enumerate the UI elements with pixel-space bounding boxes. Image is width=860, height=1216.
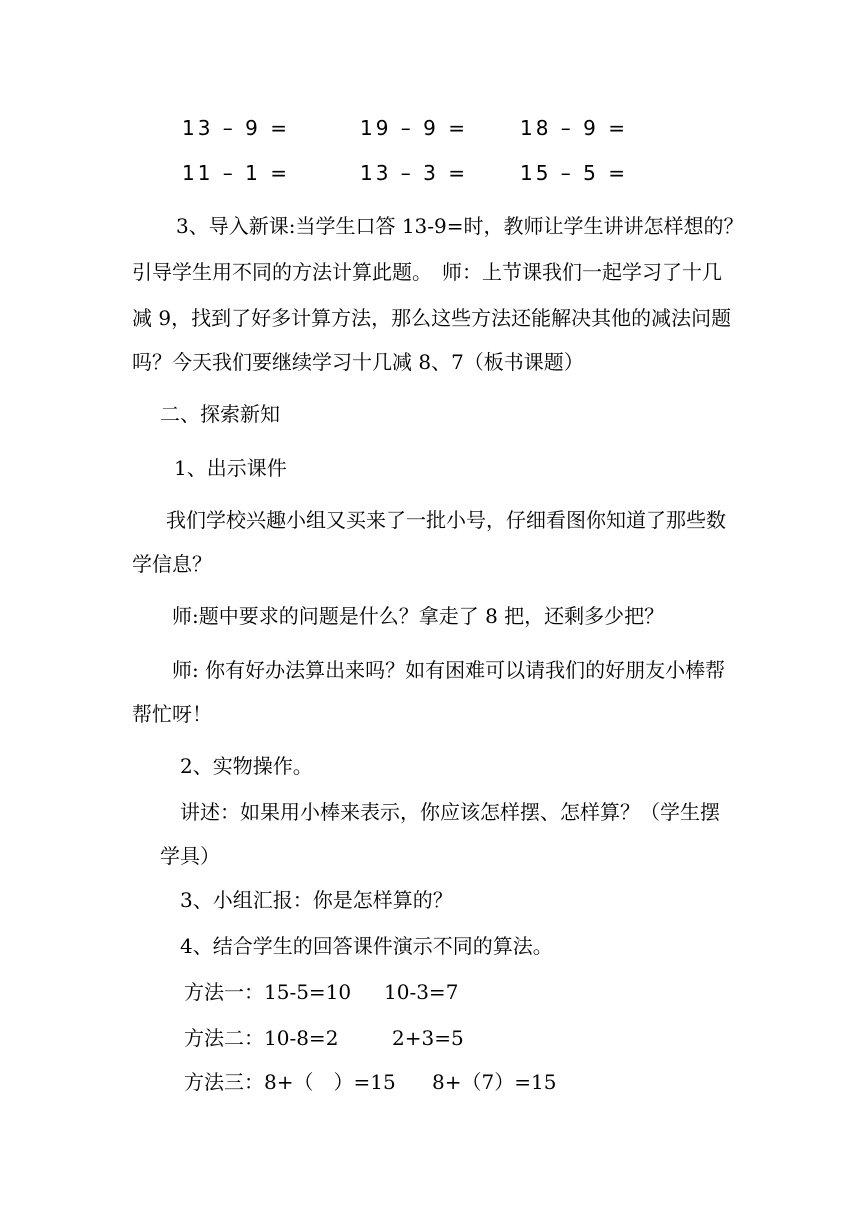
method-two-extra: 2+3=5 xyxy=(392,1026,464,1050)
section3-line3: 减 9，找到了好多计算方法，那么这些方法还能解决其他的减法问题 xyxy=(132,306,732,330)
math-expression: 19 – 9 = xyxy=(360,116,469,140)
teacher-question: 师:题中要求的问题是什么？拿走了 8 把，还剩多少把？ xyxy=(172,604,665,628)
method-three-extra: 8+（7）=15 xyxy=(432,1070,557,1094)
section-heading: 二、探索新知 xyxy=(160,402,280,426)
method-two: 方法二：10-8=2 xyxy=(184,1026,339,1050)
narrate-line: 学具） xyxy=(160,844,220,868)
section3-line1: 3、导入新课:当学生口答 13-9=时，教师让学生讲讲怎样想的？ xyxy=(176,214,744,238)
narrate-line: 讲述：如果用小棒来表示，你应该怎样摆、怎样算？（学生摆 xyxy=(180,800,720,824)
list-item: 2、实物操作。 xyxy=(180,754,313,778)
teacher-question-line: 帮忙呀！ xyxy=(132,702,212,726)
method-one-extra: 10-3=7 xyxy=(384,980,459,1004)
teacher-question-line: 师: 你有好办法算出来吗？如有困难可以请我们的好朋友小棒帮 xyxy=(172,658,726,682)
list-item: 1、出示课件 xyxy=(174,456,287,480)
list-item: 4、结合学生的回答课件演示不同的算法。 xyxy=(180,934,553,958)
math-expression: 18 – 9 = xyxy=(520,116,629,140)
section3-line4: 吗？今天我们要继续学习十几减 8、7（板书课题） xyxy=(132,350,584,374)
section3-line2: 引导学生用不同的方法计算此题。 师：上节课我们一起学习了十几 xyxy=(132,260,722,284)
method-three: 方法三：8+（ ）=15 xyxy=(184,1070,396,1094)
list-item: 3、小组汇报：你是怎样算的？ xyxy=(180,888,453,912)
method-one: 方法一：15-5=10 xyxy=(184,980,352,1004)
math-expression: 13 – 9 = xyxy=(182,116,291,140)
math-expression: 15 – 5 = xyxy=(520,161,629,185)
math-expression: 13 – 3 = xyxy=(360,161,469,185)
paragraph-line: 学信息？ xyxy=(132,552,212,576)
math-expression: 11 – 1 = xyxy=(182,161,291,185)
paragraph-line: 我们学校兴趣小组又买来了一批小号，仔细看图你知道了那些数 xyxy=(166,508,726,532)
